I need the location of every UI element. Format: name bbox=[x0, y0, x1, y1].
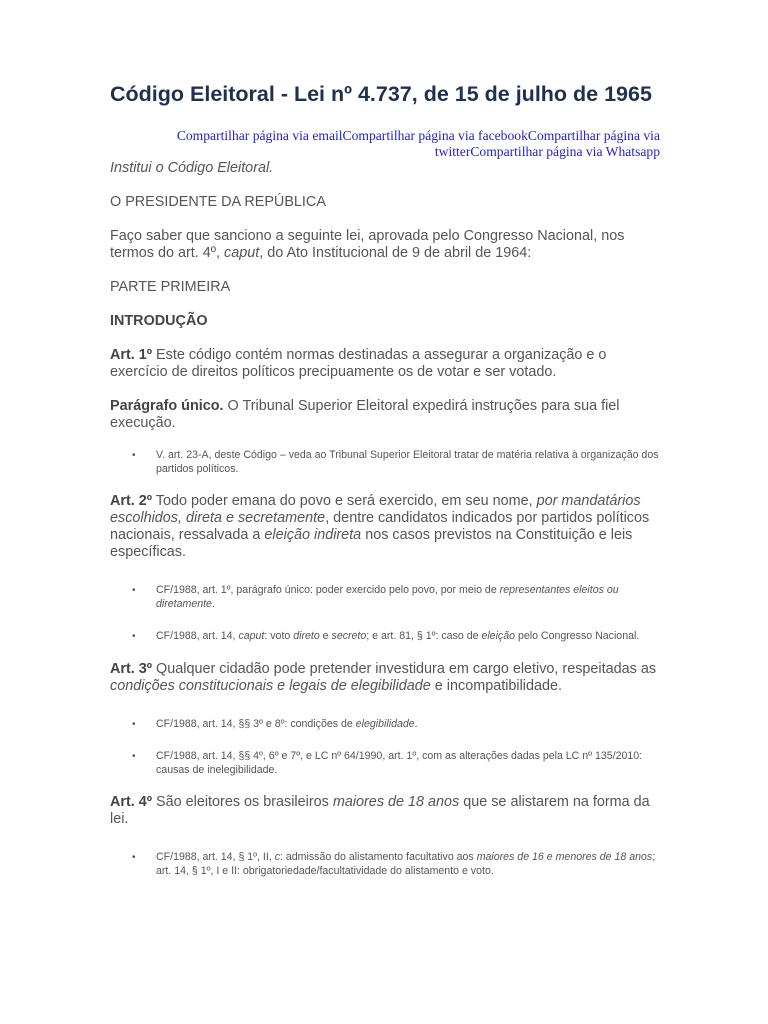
footnote-item: • CF/1988, art. 14, caput: voto direto e secreto; e art. 81, § 1º: caso de eleição pelo Congresso Nacional. bbox=[132, 630, 640, 642]
footnote-item: • V. art. 23-A, deste Código – veda ao Tribunal Superior Eleitoral tratar de matéria relativa à organização dos partidos políticos. bbox=[132, 449, 659, 475]
bullet-icon: • bbox=[132, 631, 136, 642]
share-whatsapp-link[interactable]: Compartilhar página via Whatsapp bbox=[470, 143, 660, 159]
article-3: Art. 3º Qualquer cidadão pode pretender investidura em cargo eletivo, respeitadas as condições constitucionais e legais de elegibilidade e incompatibilidade. bbox=[110, 660, 657, 694]
article-4: Art. 4º São eleitores os brasileiros maiores de 18 anos que se alistarem na forma da lei. bbox=[110, 794, 650, 827]
footnote-item: • CF/1988, art. 14, §§ 3º e 8º: condições de elegibilidade. bbox=[132, 717, 418, 730]
section-heading: INTRODUÇÃO bbox=[110, 313, 208, 329]
bullet-icon: • bbox=[132, 450, 136, 461]
bullet-icon: • bbox=[132, 718, 136, 730]
paragraph-unico: Parágrafo único. O Tribunal Superior Eleitoral expedirá instruções para sua fiel execução. bbox=[110, 398, 620, 431]
president-line: O PRESIDENTE DA REPÚBLICA bbox=[110, 194, 326, 210]
footnote-item: • CF/1988, art. 14, § 1º, II, c: admissão do alistamento facultativo aos maiores de 16 e menores de 18 anos; art. 14, § 1º, I e II: obrigatoriedade/facultatividade do alistamento e voto. bbox=[132, 851, 656, 877]
article-1: Art. 1º Este código contém normas destinadas a assegurar a organização e o exercício de direitos políticos precipuamente os de votar e ser votado. bbox=[110, 347, 607, 380]
share-email-link[interactable]: Compartilhar página via email bbox=[176, 128, 343, 143]
part-heading: PARTE PRIMEIRA bbox=[110, 279, 231, 295]
law-summary: Institui o Código Eleitoral. bbox=[110, 160, 274, 176]
article-2: Art. 2º Todo poder emana do povo e será exercido, em seu nome, por mandatários escolhidos, direta e secretamente, dentre candidatos indicados por partidos políticos nacionais, ressalvada a eleição indireta nos casos previstos na Constituição e leis específicas. bbox=[110, 493, 650, 560]
footnote-item: • CF/1988, art. 14, §§ 4º, 6º e 7º, e LC nº 64/1990, art. 1º, com as alterações dadas pela LC nº 135/2010: causas de inelegibilidade. bbox=[132, 750, 643, 776]
share-facebook-link[interactable]: Compartilhar página via facebook bbox=[342, 128, 528, 143]
bullet-icon: • bbox=[132, 585, 136, 596]
share-links bbox=[110, 128, 660, 159]
footnote-item: • CF/1988, art. 1º, parágrafo único: poder exercido pelo povo, por meio de representantes eleitos ou diretamente. bbox=[132, 584, 619, 610]
page-title: Código Eleitoral - Lei nº 4.737, de 15 de julho de 1965 bbox=[110, 82, 652, 106]
bullet-icon: • bbox=[132, 751, 136, 762]
decree-paragraph: Faço saber que sanciono a seguinte lei, aprovada pelo Congresso Nacional, nos termos do art. 4º, caput, do Ato Institucional de 9 de abril de 1964: bbox=[110, 228, 625, 261]
bullet-icon: • bbox=[132, 852, 136, 863]
share-twitter-link[interactable]: Compartilhar página via twitter bbox=[434, 128, 660, 159]
document bbox=[110, 82, 660, 878]
